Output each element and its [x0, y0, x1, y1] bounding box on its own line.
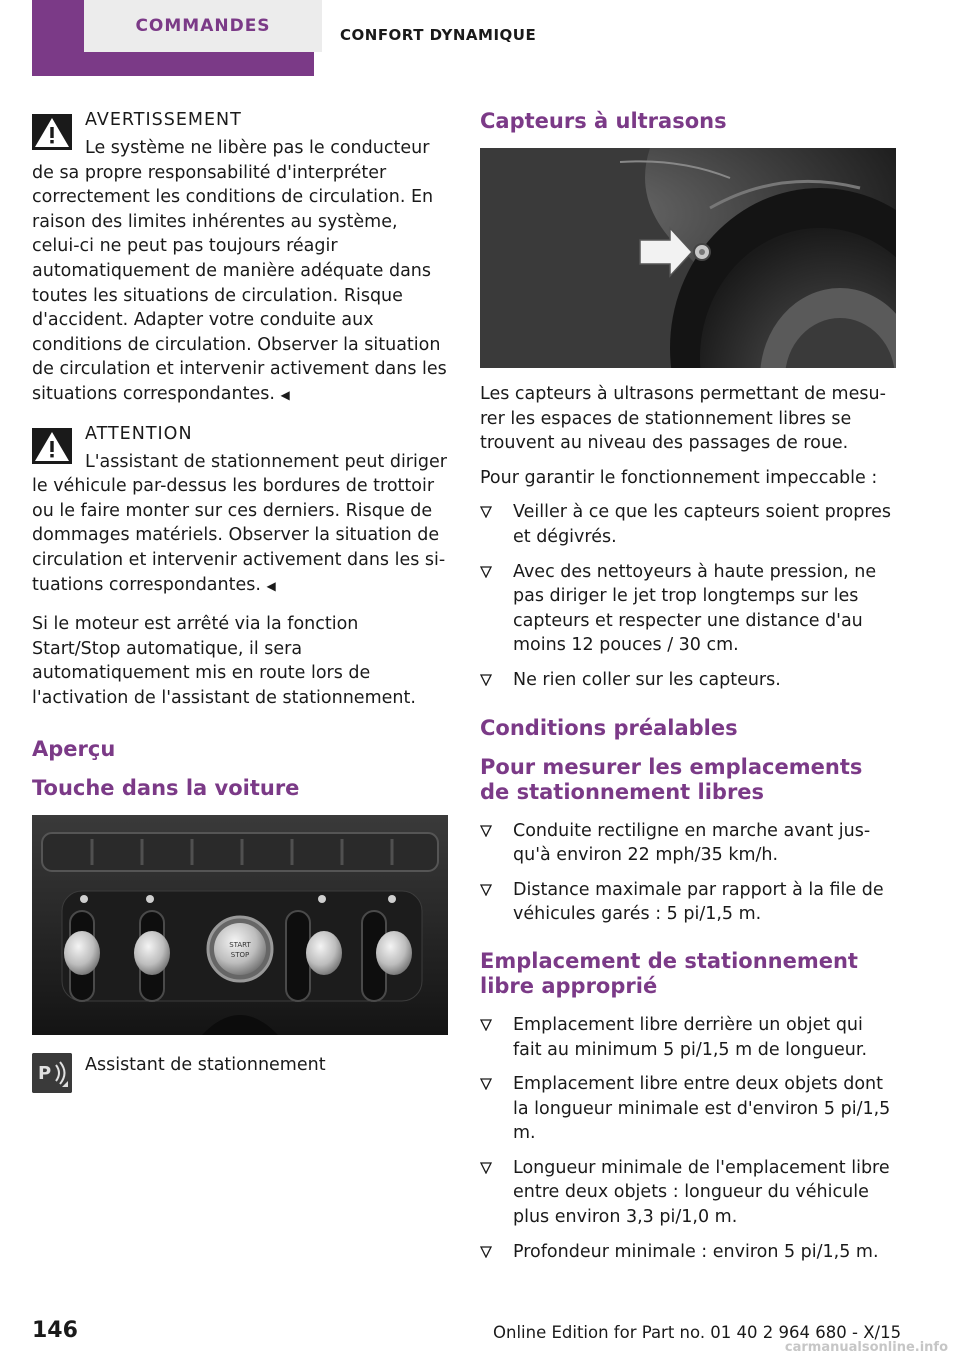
- functioning-paragraph: Pour garantir le fonctionnement impeccable :: [480, 467, 878, 488]
- list-item: [480, 1156, 896, 1230]
- start-label: START: [229, 941, 251, 950]
- heading-conditions: Conditions préalables: [480, 715, 738, 740]
- left-column: [32, 108, 448, 1097]
- list-item: [480, 1240, 896, 1265]
- svg-text:P: P: [38, 1063, 52, 1085]
- legend-text: Assistant de stationnement: [85, 1055, 326, 1076]
- list-item: [480, 819, 896, 868]
- attention-body: L'assistant de stationnement peut diriger le véhicule par-dessus les bordures de trottoir ou le faire monter sur ces derniers. Risque de dommages matériels. Observer la situation de circulation et intervenir activement dans les situations correspondantes.: [32, 451, 447, 595]
- warning-block-2: [32, 422, 448, 599]
- bullet-triangle-icon: [480, 884, 492, 896]
- chapter-tab-inner: [84, 0, 322, 52]
- chapter-tab: [32, 0, 314, 76]
- bullet-triangle-icon: [480, 1078, 492, 1090]
- edition-note: Online Edition for Part no. 01 40 2 964 680 - X/15: [493, 1323, 902, 1342]
- sensor-paragraph: Les capteurs à ultrasons permettant de mesurer les espaces de stationnement libres se trouvent au niveau des passages de roue.: [480, 384, 886, 454]
- measure-conditions-list: [480, 819, 896, 927]
- heading-touche: Touche dans la voiture: [32, 776, 300, 801]
- bullet-triangle-icon: [480, 506, 492, 518]
- warning-block-1: [32, 108, 448, 408]
- bullet-triangle-icon: [480, 566, 492, 578]
- heading-apercu: Aperçu: [32, 737, 116, 762]
- warning-triangle-icon: [32, 114, 72, 150]
- list-item: [480, 1013, 896, 1062]
- list-item-text: Longueur minimale de l'emplacement libre entre deux objets : longueur du véhicule plus environ 3,3 pi/1,0 m.: [513, 1157, 890, 1228]
- heading-capteurs: Capteurs à ultrasons: [480, 109, 727, 133]
- list-item-text: Emplacement libre derrière un objet qui fait au minimum 5 pi/1,5 m de longueur.: [513, 1014, 868, 1060]
- attention-title: ATTENTION: [85, 423, 193, 444]
- legend-row: [32, 1049, 448, 1097]
- wheel-arch-illustration: [480, 148, 896, 368]
- end-mark: ◀: [266, 578, 276, 593]
- bullet-triangle-icon: [480, 1019, 492, 1031]
- list-item: [480, 1072, 896, 1146]
- chapter-tab-label: COMMANDES: [135, 16, 271, 36]
- list-item-text: Profondeur minimale : environ 5 pi/1,5 m.: [513, 1241, 879, 1262]
- start-stop-paragraph: Si le moteur est arrêté via la fonction Start/Stop automatique, il sera automatiquement mis en route lors de l'activation de l'assistant de stationnement.: [32, 614, 416, 708]
- sensor-care-list: [480, 500, 896, 692]
- suitable-space-list: [480, 1013, 896, 1264]
- end-mark: ◀: [280, 387, 290, 402]
- heading-emplacement: Emplacement de stationnement libre approprié: [480, 948, 858, 998]
- parking-assistant-icon: [32, 1053, 72, 1093]
- list-item-text: Ne rien coller sur les capteurs.: [513, 669, 781, 690]
- bullet-triangle-icon: [480, 825, 492, 837]
- bullet-triangle-icon: [480, 1162, 492, 1174]
- list-item: [480, 878, 896, 927]
- stop-label: STOP: [230, 951, 250, 960]
- ultrasonic-sensor-figure: [480, 148, 896, 368]
- list-item-text: Veiller à ce que les capteurs soient propres et dégivrés.: [513, 502, 892, 547]
- list-item-text: Avec des nettoyeurs à haute pression, ne pas diriger le jet trop longtemps sur les capteurs et respecter une distance d'au moins 12 pouces / 30 cm.: [513, 561, 877, 656]
- list-item-text: Distance maximale par rapport à la file de véhicules garés : 5 pi/1,5 m.: [513, 879, 884, 925]
- console-illustration: [32, 815, 448, 1035]
- bullet-triangle-icon: [480, 1246, 492, 1258]
- warning-body: Le système ne libère pas le conducteur de sa propre responsabilité d'interpréter correctement les conditions de circulation. En raison des limites inhérentes au système, celui-ci ne peut pas toujours réagir automatiquement de manière adéquate dans toutes les situations de circulation. Risque d'accident. Adapter votre conduite aux conditions de circulation. Observer la situation de circulation et intervenir activement dans les situations correspondantes.: [32, 138, 447, 404]
- list-item-text: Conduite rectiligne en marche avant jusqu'à environ 22 mph/35 km/h.: [513, 820, 871, 866]
- list-item: [480, 560, 896, 658]
- warning-text: [32, 136, 448, 408]
- bullet-triangle-icon: [480, 674, 492, 686]
- list-item: [480, 668, 896, 693]
- warning-title: AVERTISSEMENT: [85, 110, 242, 130]
- list-item: [480, 500, 896, 549]
- attention-text: [32, 450, 448, 599]
- heading-mesurer: Pour mesurer les emplacements de stationnement libres: [480, 754, 863, 804]
- watermark: carmanualsonline.info: [784, 1340, 948, 1355]
- right-column: [480, 108, 896, 1274]
- page-number: 146: [32, 1318, 78, 1343]
- section-title: CONFORT DYNAMIQUE: [340, 26, 537, 44]
- warning-triangle-icon: [32, 428, 72, 464]
- list-item-text: Emplacement libre entre deux objets dont la longueur minimale est d'environ 5 pi/1,5 m.: [513, 1074, 891, 1144]
- console-buttons-figure: [32, 815, 448, 1035]
